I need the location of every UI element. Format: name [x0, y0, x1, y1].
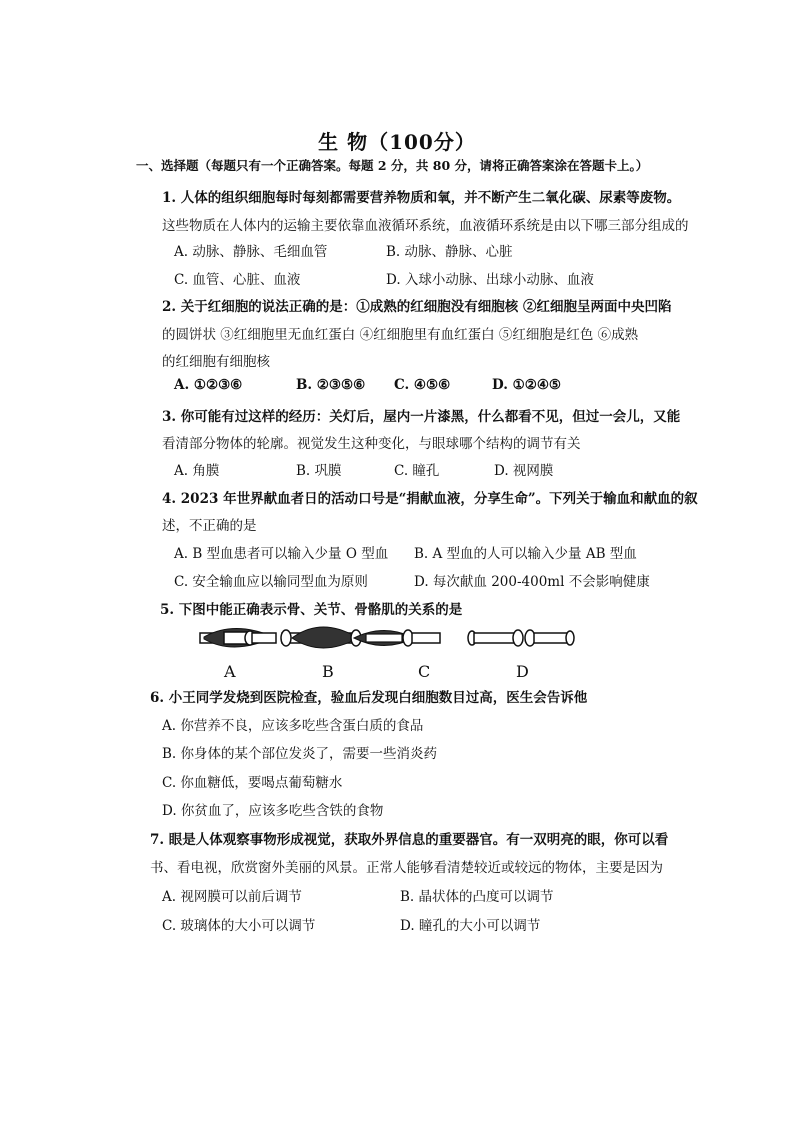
figure-d-diagram [468, 630, 574, 646]
q1-option-b: B. 动脉、静脉、心脏 [386, 244, 513, 260]
q4-option-d: D. 每次献血 200-400ml 不会影响健康 [414, 574, 650, 590]
q3-option-b: B. 巩膜 [296, 463, 342, 479]
bone-joint-muscle-figure [194, 618, 594, 664]
q1-option-a: A. 动脉、静脉、毛细血管 [174, 244, 328, 260]
question-7-line-2: 书、看电视，欣赏窗外美丽的风景。正常人能够看清楚较近或较远的物体，主要是因为 [150, 860, 663, 876]
q2-option-c: C. ④⑤⑥ [394, 377, 451, 393]
question-6-line-1: 6. 小王同学发烧到医院检查，验血后发现白细胞数目过高，医生会告诉他 [150, 690, 588, 706]
question-4-line-2: 述，不正确的是 [162, 518, 257, 534]
q1-option-d: D. 入球小动脉、出球小动脉、血液 [386, 272, 594, 288]
q4-option-c: C. 安全输血应以输同型血为原则 [174, 574, 368, 590]
q2-option-d: D. ①②④⑤ [492, 377, 562, 393]
q6-option-c: C. 你血糖低，要喝点葡萄糖水 [162, 775, 343, 791]
figure-label-a: A [224, 662, 236, 681]
q2-option-a: A. ①②③⑥ [174, 377, 243, 393]
q3-option-a: A. 角膜 [174, 463, 220, 479]
q3-option-d: D. 视网膜 [494, 463, 554, 479]
figure-label-c: C [418, 662, 431, 681]
question-5-line-1: 5. 下图中能正确表示骨、关节、骨骼肌的关系的是 [160, 602, 463, 618]
question-2-line-2: 的圆饼状 ③红细胞里无血红蛋白 ④红细胞里有血红蛋白 ⑤红细胞是红色 ⑥成熟 [162, 327, 639, 343]
q6-option-a: A. 你营养不良，应该多吃些含蛋白质的食品 [162, 718, 424, 734]
question-1-line-1: 1. 人体的组织细胞每时每刻都需要营养物质和氧，并不断产生二氧化碳、尿素等废物。 [162, 190, 681, 206]
section-header: 一、选择题（每题只有一个正确答案。每题 2 分，共 80 分，请将正确答案涂在答题卡上。） [136, 158, 649, 173]
question-3-line-2: 看清部分物体的轮廓。视觉发生这种变化，与眼球哪个结构的调节有关 [162, 436, 581, 452]
q7-option-d: D. 瞳孔的大小可以调节 [400, 918, 541, 934]
figure-c-diagram [354, 630, 440, 646]
q2-option-b: B. ②③⑤⑥ [296, 377, 366, 393]
q4-option-a: A. B 型血患者可以输入少量 O 型血 [174, 546, 389, 562]
question-4-line-1: 4. 2023 年世界献血者日的活动口号是“捐献血液，分享生命”。下列关于输血和献血的叙 [162, 491, 698, 507]
figure-a-diagram [200, 629, 276, 648]
question-2-line-3: 的红细胞有细胞核 [162, 354, 270, 370]
page-title: 生 物（100分） [318, 130, 476, 154]
q7-option-a: A. 视网膜可以前后调节 [162, 889, 302, 905]
figure-label-d: D [516, 662, 529, 681]
figure-label-b: B [322, 662, 334, 681]
q6-option-d: D. 你贫血了，应该多吃些含铁的食物 [162, 803, 384, 819]
question-1-line-2: 这些物质在人体内的运输主要依靠血液循环系统，血液循环系统是由以下哪三部分组成的 [162, 218, 689, 234]
q7-option-b: B. 晶状体的凸度可以调节 [400, 889, 554, 905]
question-3-line-1: 3. 你可能有过这样的经历：关灯后，屋内一片漆黑，什么都看不见，但过一会儿，又能 [162, 409, 681, 425]
q3-option-c: C. 瞳孔 [394, 463, 440, 479]
q1-option-c: C. 血管、心脏、血液 [174, 272, 301, 288]
question-2-line-1: 2. 关于红细胞的说法正确的是：①成熟的红细胞没有细胞核 ②红细胞呈两面中央凹陷 [162, 299, 672, 315]
figure-b-diagram [281, 627, 361, 648]
question-7-line-1: 7. 眼是人体观察事物形成视觉，获取外界信息的重要器官。有一双明亮的眼，你可以看 [150, 832, 669, 848]
q4-option-b: B. A 型血的人可以输入少量 AB 型血 [414, 546, 637, 562]
q6-option-b: B. 你身体的某个部位发炎了，需要一些消炎药 [162, 746, 438, 762]
q7-option-c: C. 玻璃体的大小可以调节 [162, 918, 316, 934]
